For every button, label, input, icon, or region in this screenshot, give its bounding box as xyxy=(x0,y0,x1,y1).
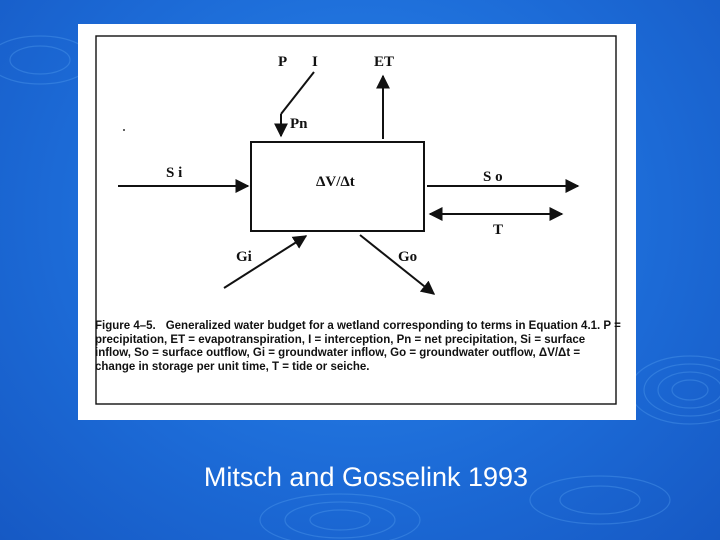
net-precipitation-label: Pn xyxy=(290,116,308,132)
interception-label: I xyxy=(312,54,318,70)
precipitation-label: P xyxy=(278,54,288,70)
stray-dot xyxy=(123,129,125,131)
storage-change-label: ΔV/Δt xyxy=(316,174,355,190)
slide-citation: Mitsch and Gosselink 1993 xyxy=(203,462,529,492)
groundwater-outflow-label: Go xyxy=(398,249,418,265)
surface-inflow-label: S i xyxy=(166,165,183,181)
surface-outflow-label: S o xyxy=(483,169,503,185)
figure-panel xyxy=(78,24,636,420)
evapotranspiration-label: ET xyxy=(374,54,395,70)
figure-caption xyxy=(95,320,623,374)
groundwater-inflow-label: Gi xyxy=(236,249,252,265)
groundwater-outflow-arrow xyxy=(360,235,434,294)
figure-caption-text: Generalized water budget for a wetland corresponding to terms in Equation 4.1. P = precipitation, ET = evapotranspiration, I = interception, Pn = net precipitation, Si = surface inflow, So = surface outflow, Gi = groundwater inflow, Go = groundwater outflow, ΔV/Δt = change in storage per unit time, T = tide or seiche. xyxy=(95,320,621,373)
interception-arrow xyxy=(281,72,314,114)
tide-seiche-label: T xyxy=(493,222,504,238)
figure-caption-label: Figure 4–5. xyxy=(95,320,156,332)
